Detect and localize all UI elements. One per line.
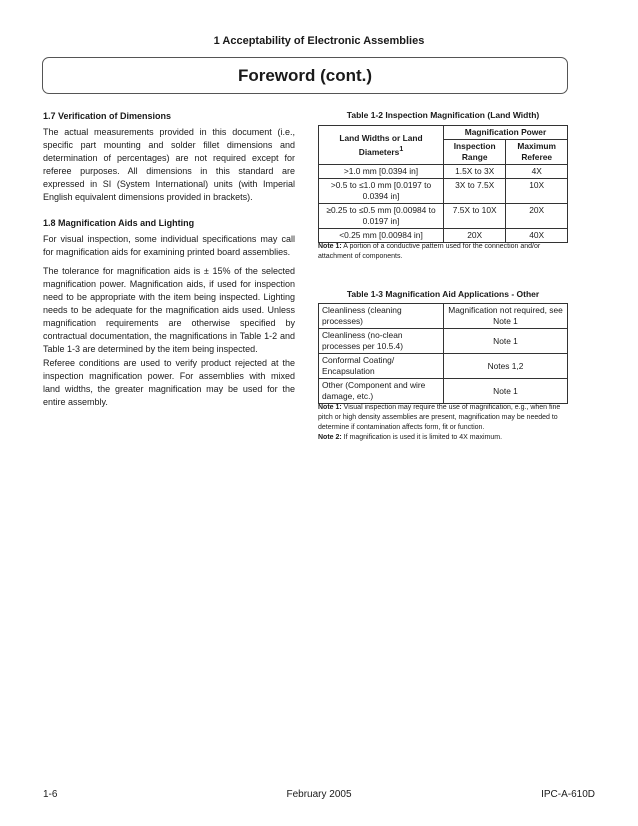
header-land-width [319,126,444,165]
cell-magnification: Note 1 [444,329,568,354]
cell-magnification: Notes 1,2 [444,354,568,379]
note-label: Note 2: [318,434,342,441]
section-1-8-paragraph-2: The tolerance for magnification aids is ± 15% of the selected magnification power. Magnification aids, if used for inspection need to be appropriate with the item being inspected. Lighting needs to be adequate for the magnification aids used. Unless magnification requirements are otherwise specified by contractual documentation, the magnifications in Table 1-2 and Table 1-3 are determined by the item being inspected. [43,266,295,354]
section-1-7-heading: 1.7 Verification of Dimensions [43,111,172,121]
table-row [319,354,568,379]
table-row [319,304,568,329]
header-land-width-label: Land Widths or Land Diameters [339,132,423,157]
cell-land: ≥0.25 to ≤0.5 mm [0.00984 to 0.0197 in] [319,204,444,229]
cell-max: 20X [506,204,568,229]
note-label: Note 1: [318,243,342,250]
section-1-8-paragraph-1: For visual inspection, some individual specifications may call for magnification aids for examining printed board assemblies. [43,234,295,257]
cell-magnification: Magnification not required, see Note 1 [444,304,568,329]
footer-date: February 2005 [286,789,352,800]
section-banner [42,57,568,94]
footer-document-id: IPC-A-610D [541,789,595,800]
table-row [319,204,568,229]
header-maximum-referee: Maximum Referee [506,140,568,165]
section-1-8-heading: 1.8 Magnification Aids and Lighting [43,218,195,228]
cell-application: Cleanliness (cleaning processes) [319,304,444,329]
cell-land: <0.25 mm [0.00984 in] [319,229,444,243]
table-row [319,329,568,354]
running-head: 1 Acceptability of Electronic Assemblies [213,35,425,47]
section-1-7-paragraph: The actual measurements provided in this document (i.e., specific part mounting and solder fillet dimensions and determination of percentages) are not required except for referee purposes. All dimensions in this standard are expressed in SI (System International) units (with Imperial English equivalent dimensions provided in brackets). [43,127,295,202]
header-magnification-power: Magnification Power [444,126,568,140]
cell-land: >1.0 mm [0.0394 in] [319,165,444,179]
cell-range: 20X [444,229,506,243]
note-text: Visual inspection may require the use of magnification, e.g., when fine pitch or high density assemblies are present, magnification may be needed to determine if contamination affects form, fit or function. [318,404,561,431]
table-row [319,229,568,243]
section-1-8-paragraph-3: Referee conditions are used to verify product rejected at the inspection magnification power. For assemblies with mixed land widths, the greater magnification may be used for the entire assembly. [43,358,295,407]
note-text: If magnification is used it is limited to 4X maximum. [341,434,503,441]
note-text: A portion of a conductive pattern used for the connection and/or attachment of components. [318,243,541,260]
table-1-2-title: Table 1-2 Inspection Magnification (Land Width) [346,110,540,120]
banner-title: Foreword (cont.) [237,65,373,85]
table-1-3-note-2 [318,433,568,443]
cell-range: 3X to 7.5X [444,179,506,204]
cell-max: 10X [506,179,568,204]
cell-range: 7.5X to 10X [444,204,506,229]
table-1-3-title: Table 1-3 Magnification Aid Applications - Other [346,289,540,299]
cell-application: Cleanliness (no-clean processes per 10.5.4) [319,329,444,354]
table-1-3 [318,303,568,404]
note-label: Note 1: [318,404,342,411]
table-1-2 [318,125,568,243]
footer-page-number: 1-6 [43,789,58,800]
cell-application: Conformal Coating/ Encapsulation [319,354,444,379]
table-1-2-note [318,242,568,262]
cell-range: 1.5X to 3X [444,165,506,179]
cell-land: >0.5 to ≤1.0 mm [0.0197 to 0.0394 in] [319,179,444,204]
table-row [319,165,568,179]
cell-max: 4X [506,165,568,179]
table-1-3-note-1 [318,403,568,433]
header-inspection-range: Inspection Range [444,140,506,165]
table-header-row [319,126,568,140]
cell-magnification: Note 1 [444,379,568,404]
table-row [319,179,568,204]
cell-application: Other (Component and wire damage, etc.) [319,379,444,404]
cell-max: 40X [506,229,568,243]
header-land-width-footnote: 1 [399,145,404,153]
table-row [319,379,568,404]
